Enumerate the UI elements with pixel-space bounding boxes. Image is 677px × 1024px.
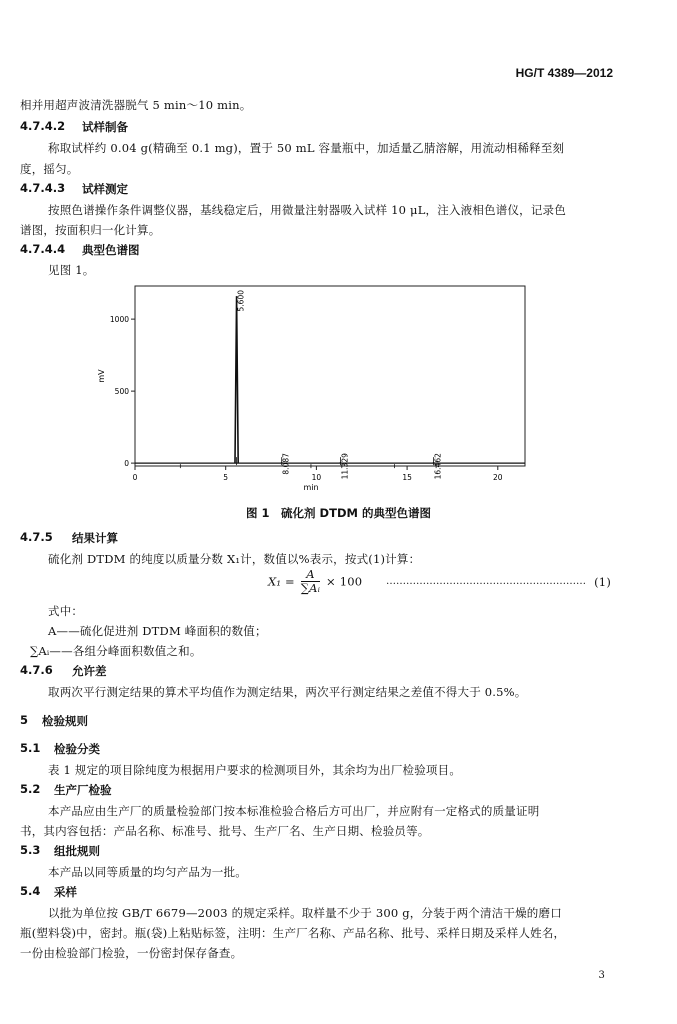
formula-leader: ……………………………………………………	[386, 576, 586, 587]
x-tick-label: 20	[493, 473, 503, 482]
text-line: 表 1 规定的项目除纯度为根据用户要求的检测项目外，其余均为出厂检验项目。	[48, 763, 462, 777]
text-line: 以批为单位按 GB/T 6679—2003 的规定采样。取样量不少于 300 g，分装于两个清洁干燥的磨口	[48, 906, 562, 920]
section-number: 4.7.6	[20, 663, 53, 677]
y-axis-label: mV	[97, 369, 106, 383]
chromatogram-chart	[90, 280, 550, 495]
section-title: 采样	[54, 885, 77, 899]
standard-code: HG/T 4389—2012	[515, 66, 613, 80]
section-title: 检验分类	[54, 742, 100, 756]
formula-fraction	[301, 568, 320, 595]
text-line: 按照色谱操作条件调整仪器，基线稳定后，用微量注射器吸入试样 10 μL，注入液相色谱仪，记录色	[48, 203, 566, 217]
section-number: 5.1	[20, 741, 41, 755]
peak-label: 16.462	[433, 453, 443, 480]
section-title: 结果计算	[72, 531, 118, 545]
formula-number: (1)	[594, 575, 611, 589]
figure-caption: 图 1 硫化剂 DTDM 的典型色谱图	[246, 506, 431, 520]
section-number: 4.7.4.3	[20, 181, 66, 195]
text-line: 本产品应由生产厂的质量检验部门按本标准检验合格后方可出厂，并应附有一定格式的质量证明	[48, 804, 540, 818]
section-number: 4.7.5	[20, 530, 53, 544]
x-tick-label: 5	[223, 473, 229, 482]
x-tick-label: 15	[402, 473, 412, 482]
formula	[268, 568, 362, 595]
peak-label: 8.087	[281, 453, 291, 475]
text-line: 式中：	[48, 604, 84, 618]
formula-denominator: ∑Aᵢ	[300, 581, 321, 595]
text-line: 书，其内容包括：产品名称、标准号、批号、生产厂名、生产日期、检验员等。	[20, 824, 430, 838]
y-axis	[110, 315, 135, 468]
text-line: ∑Aᵢ——各组分峰面积数值之和。	[30, 644, 202, 658]
text-line: 见图 1。	[48, 263, 95, 277]
section-number: 5.3	[20, 843, 41, 857]
formula-rhs: × 100	[326, 574, 363, 589]
peak	[235, 296, 238, 463]
section-title: 典型色谱图	[82, 243, 140, 257]
trace-group	[135, 296, 525, 468]
plot-frame	[135, 286, 525, 466]
text-line: 瓶(塑料袋)中，密封。瓶(袋)上粘贴标签，注明：生产厂名称、产品名称、批号、采样日期及采样人姓名，	[20, 926, 566, 940]
peak-label: 11.329	[340, 453, 350, 480]
section-title: 生产厂检验	[54, 783, 112, 797]
section-number: 4.7.4.4	[20, 242, 66, 256]
text-line: 谱图，按面积归一化计算。	[20, 223, 161, 237]
text-line: 一份由检验部门检验，一份密封保存备查。	[20, 946, 243, 960]
text-line: 相并用超声波清洗器脱气 5 min～10 min。	[20, 98, 252, 112]
section-title: 允许差	[72, 664, 107, 678]
x-tick-label: 10	[311, 473, 322, 482]
text-line: 本产品以同等质量的均匀产品为一批。	[48, 865, 247, 879]
section-title: 试样测定	[82, 182, 128, 196]
text-line: 硫化剂 DTDM 的纯度以质量分数 X₁计，数值以%表示，按式(1)计算：	[48, 552, 421, 566]
peak-label: 5.600	[236, 290, 246, 312]
section-number: 5.4	[20, 884, 41, 898]
text-line: 度，摇匀。	[20, 162, 79, 176]
y-tick-label: 0	[124, 459, 129, 469]
text-line: 称取试样约 0.04 g(精确至 0.1 mg)，置于 50 mL 容量瓶中，加适量乙腈溶解，用流动相稀释至刻	[48, 141, 565, 155]
page-number: 3	[598, 970, 605, 981]
x-tick-label: 0	[132, 473, 138, 482]
formula-lhs: X₁ =	[268, 574, 295, 589]
section-number: 4.7.4.2	[20, 119, 66, 133]
section-title: 检验规则	[42, 714, 88, 728]
section-title: 试样制备	[82, 120, 128, 134]
formula-numerator: A	[301, 568, 320, 582]
x-axis	[133, 466, 503, 482]
x-axis-label: min	[303, 483, 319, 492]
text-line: A——硫化促进剂 DTDM 峰面积的数值；	[48, 624, 267, 638]
y-tick-label: 1000	[109, 315, 129, 325]
section-number: 5.2	[20, 782, 41, 796]
section-title: 组批规则	[54, 844, 100, 858]
section-number: 5	[20, 713, 29, 727]
peak-labels	[237, 290, 443, 480]
text-line: 取两次平行测定结果的算术平均值作为测定结果，两次平行测定结果之差值不得大于 0.5%。	[48, 685, 527, 699]
y-tick-label: 500	[114, 387, 129, 397]
